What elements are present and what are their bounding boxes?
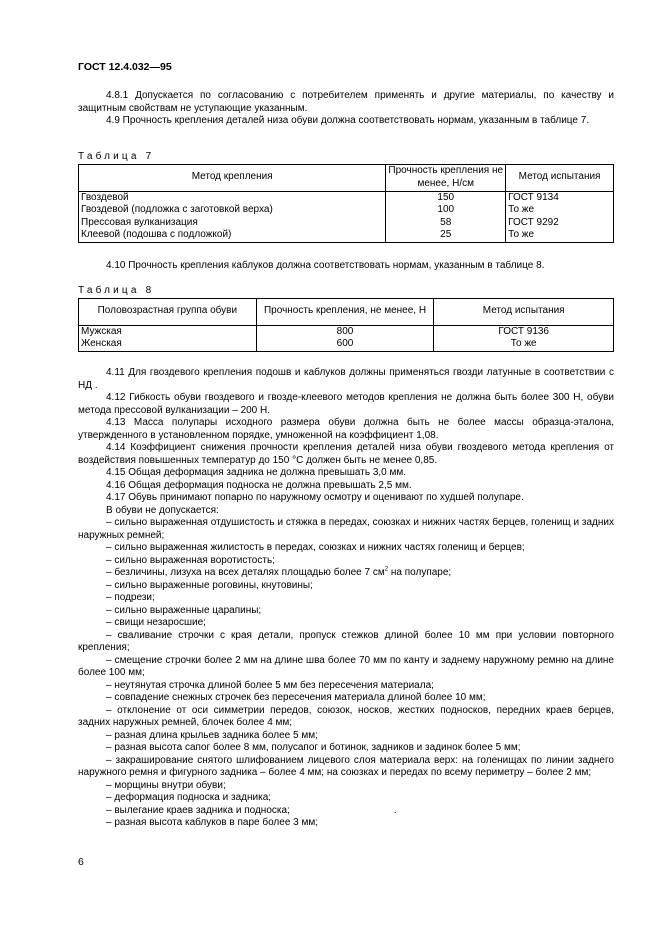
paragraph-4-15: 4.15 Общая деформация задника не должна превышать 3,0 мм. — [106, 467, 407, 478]
table7-cell: Гвоздевой (подложка с заготовкой верха) — [79, 204, 386, 217]
defects-intro: В обуви не допускается: — [106, 504, 219, 516]
defect-item: – сильно выраженная воротистость; — [106, 554, 275, 566]
table-row — [79, 217, 614, 230]
document-header: ГОСТ 12.4.032—95 — [78, 61, 172, 73]
defect-item: – деформация подноска и задника; — [106, 792, 272, 803]
table8-cell: Мужская — [79, 325, 257, 338]
defect-item: – разная высота каблуков в паре более 3 мм; — [106, 817, 319, 828]
table-row — [79, 204, 614, 217]
defect-item: – сильно выраженная жилистость в передах, союзках и нижних частях голенищ и берцев; — [106, 542, 525, 553]
table8-caption: Таблица 8 — [78, 285, 155, 296]
table7-cell: ГОСТ 9134 — [506, 191, 614, 204]
paragraph-4-17: 4.17 Обувь принимают попарно по наружному осмотру и оценивают по худшей полупаре. — [106, 492, 524, 503]
table7-header: Метод крепления — [79, 164, 386, 191]
table7-cell: Клеевой (подошва с подложкой) — [79, 229, 386, 242]
paragraph-4-9: 4.9 Прочность крепления деталей низа обуви должна соответствовать нормам, указанным в таблице 7. — [106, 115, 590, 126]
table8-header: Прочность крепления, не менее, Н — [256, 298, 434, 325]
defect-item: – сваливание строчки с края детали, пропуск стежков длиной более 10 мм при условии повторного крепления; — [78, 629, 614, 653]
defect-text: – безличины, лизуха на всех деталях площадью более 7 см — [106, 567, 385, 578]
top-paragraphs — [78, 90, 614, 128]
defect-item — [78, 567, 614, 580]
defect-item: – неутянутая строчка длиной более 5 мм без пересечения материала; — [106, 679, 434, 691]
table7 — [78, 164, 614, 243]
defect-item: – морщины внутри обуви; — [106, 779, 226, 791]
table8-cell: То же — [434, 338, 614, 351]
paragraph-4-14: 4.14 Коэффициент снижения прочности крепления деталей низа обуви гвоздевого метода крепления от воздействия повышенных температур до 150 °С должен быть не менее 0,85. — [78, 442, 614, 466]
paragraph-4-16: 4.16 Общая деформация подноска не должна превышать 2,5 мм. — [106, 479, 412, 491]
defect-item: – сильно выраженная отдушистость и стяжка в передах, союзках и нижних частях берцев, голенищ и задних наружных ремней; — [78, 517, 614, 541]
table7-cell: Прессовая вулканизация — [79, 217, 386, 230]
table7-cell: Гвоздевой — [79, 191, 386, 204]
defect-item: – отклонение от оси симметрии передов, союзок, носков, жестких подносков, передних краев берцев, задних наружных ремней, блочек более 4 мм; — [78, 704, 614, 728]
superscript: 2 — [384, 566, 389, 573]
table8-cell: Женская — [79, 338, 257, 351]
table8-cell: ГОСТ 9136 — [434, 325, 614, 338]
requirements-text — [78, 367, 614, 830]
table7-cell: 25 — [386, 229, 506, 242]
table8-cell: 800 — [256, 325, 434, 338]
table7-header: Метод испытания — [506, 164, 614, 191]
defect-item — [78, 805, 614, 818]
table8 — [78, 298, 614, 352]
table-row — [79, 325, 614, 338]
defect-item: – смещение строчки более 2 мм на длине шва более 70 мм по канту и заднему наружному ремню на длине более 100 мм; — [78, 654, 614, 678]
table7-block — [78, 151, 614, 243]
table7-cell: То же — [506, 229, 614, 242]
defect-text: – вылегание краев задника и подноска; — [106, 804, 290, 816]
table7-cell: ГОСТ 9292 — [506, 217, 614, 230]
paragraph-4-12: 4.12 Гибкость обуви гвоздевого и гвоздe-клеевого методов крепления не должна быть более 300 Н, обуви метода прессовой вулканизации – 200 Н. — [78, 392, 614, 416]
stray-dot: . — [393, 804, 397, 816]
defect-item: – сильно выраженные царапины; — [106, 604, 262, 616]
table8-header: Метод испытания — [434, 298, 614, 325]
paragraph-4-11: 4.11 Для гвоздевого крепления подошв и каблуков должны применяться гвозди латунные в соответствии с НД . — [78, 367, 614, 391]
table8-block — [78, 285, 614, 352]
table7-cell: То же — [506, 204, 614, 217]
table-row — [79, 229, 614, 242]
table8-cell: 600 — [256, 338, 434, 351]
page-number: 6 — [78, 856, 84, 868]
table7-header-row — [79, 164, 614, 191]
table7-caption: Таблица 7 — [78, 151, 155, 162]
paragraph-4-10: 4.10 Прочность крепления каблуков должна соответствовать нормам, указанным в таблице 8. — [106, 260, 545, 271]
table7-header: Прочность крепления не менее, Н/см — [386, 164, 506, 191]
defect-item: – разная длина крыльев задника более 5 мм; — [106, 729, 318, 741]
defect-item: – сильно выраженные роговины, кнутовины; — [106, 579, 313, 591]
defect-text: на полупаре; — [388, 567, 452, 578]
defect-item: – подрези; — [106, 592, 155, 603]
defect-item: – разная высота сапог более 8 мм, полусапог и ботинок, задников и задинок более 5 мм; — [106, 742, 521, 753]
table8-header-row — [79, 298, 614, 325]
defect-item: – свищи незаросшие; — [106, 617, 206, 628]
table7-cell: 100 — [386, 204, 506, 217]
table7-cell: 58 — [386, 217, 506, 230]
table-row — [79, 338, 614, 351]
defect-item: – совпадение снежных строчек без пересечения материала длиной более 10 мм; — [106, 692, 486, 703]
paragraph-4-8-1: 4.8.1 Допускается по согласованию с потребителем применять и другие материалы, по качеству и защитным свойствам не уступающие указанным. — [78, 90, 614, 114]
paragraph-4-13: 4.13 Масса полупары исходного размера обуви должна быть не более массы образца-эталона, утвержденного в установленном порядке, умноженной на коэффициент 1,08. — [78, 417, 614, 441]
defect-item: – закраширование снятого шлифованием лицевого слоя материала верх: на голенищах по линии заднего наружного ремня и фигурного задника – более 4 мм; на союзках и передах по всему периметру – более 2 мм; — [78, 754, 614, 778]
table-row — [79, 191, 614, 204]
table7-cell: 150 — [386, 191, 506, 204]
table8-header: Половозрастная группа обуви — [79, 298, 257, 325]
